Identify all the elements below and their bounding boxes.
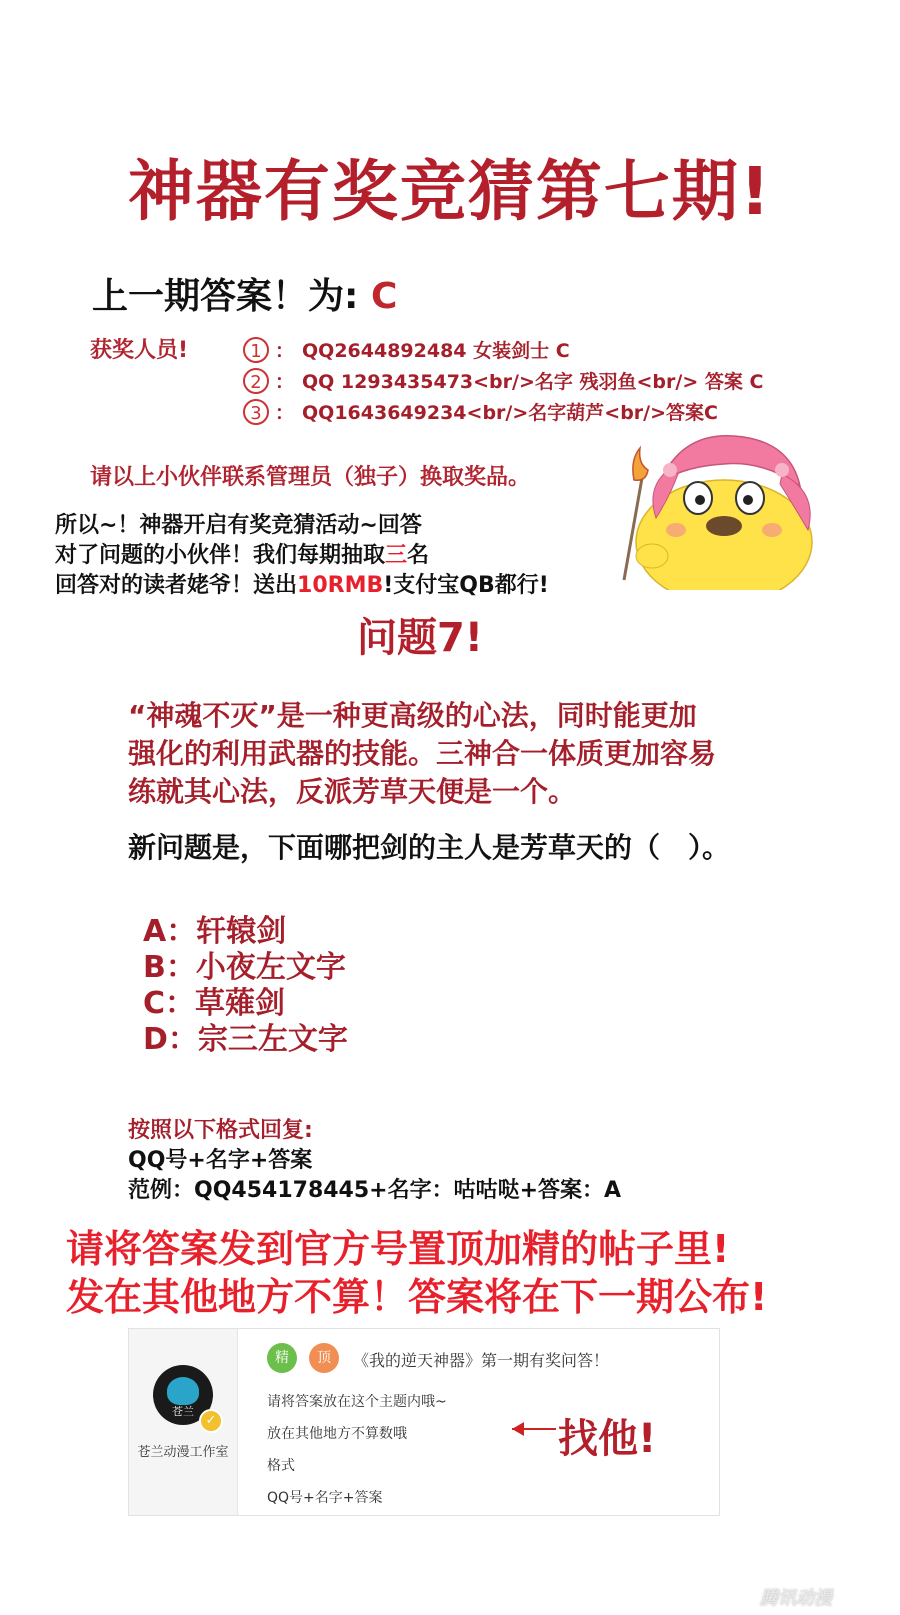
answer-option-a: A：轩辕剑 bbox=[143, 914, 287, 949]
find-him-label: 找他! bbox=[558, 1416, 657, 1462]
intro-text: 对了问题的小伙伴！我们每期抽取 bbox=[55, 543, 386, 568]
answer-option-b: B：小夜左文字 bbox=[143, 950, 346, 985]
author-name: 苍兰动漫工作室 bbox=[137, 1445, 229, 1460]
post-body-line: 请将答案放在这个主题内哦~ bbox=[267, 1394, 447, 1410]
post-title[interactable]: 《我的逆天神器》第一期有奖问答！ bbox=[353, 1351, 610, 1370]
winner-item: 3 ： QQ1643649234<br/>名字葫芦<br/>答案C bbox=[243, 398, 718, 425]
winner-text: QQ 1293435473<br/>名字 残羽鱼<br/> 答案 C bbox=[302, 371, 764, 393]
format-template: QQ号+名字+答案 bbox=[128, 1148, 313, 1173]
winners-label: 获奖人员! bbox=[90, 338, 189, 363]
format-example: 范例：QQ454178445+名字：咕咕哒+答案：A bbox=[128, 1178, 622, 1203]
intro-text: 回答对的读者姥爷！送出 bbox=[55, 573, 298, 598]
intro-text: 名 bbox=[407, 543, 430, 568]
watermark-logo: 腾讯动漫 bbox=[760, 1588, 832, 1609]
winner-number: 1 bbox=[243, 337, 269, 363]
winner-text: QQ1643649234<br/>名字葫芦<br/>答案C bbox=[302, 402, 718, 424]
previous-answer-label: 上一期答案！为: bbox=[92, 276, 359, 317]
new-question: 新问题是，下面哪把剑的主人是芳草天的（ ）。 bbox=[128, 831, 731, 864]
post-body-line: QQ号+名字+答案 bbox=[267, 1490, 383, 1506]
verified-icon: ✓ bbox=[199, 1409, 223, 1433]
arrow-shaft bbox=[512, 1428, 556, 1430]
post-body-line: 放在其他地方不算数哦 bbox=[267, 1426, 407, 1442]
page-title: 神器有奖竞猜第七期! bbox=[127, 153, 773, 230]
post-body-line: 格式 bbox=[267, 1458, 295, 1474]
previous-answer-value: C bbox=[370, 276, 398, 317]
avatar-text: 苍兰 bbox=[172, 1405, 194, 1418]
intro-highlight: 三 bbox=[385, 543, 408, 568]
intro-line bbox=[55, 568, 549, 599]
avatar-logo-icon bbox=[167, 1377, 199, 1405]
format-label: 按照以下格式回复: bbox=[128, 1118, 313, 1143]
question-description-line: “神魂不灭”是一种更高级的心法，同时能更加 bbox=[128, 699, 697, 732]
answer-option-d: D：宗三左文字 bbox=[143, 1022, 348, 1057]
author-panel bbox=[129, 1329, 238, 1515]
intro-text: !支付宝QB都行! bbox=[383, 573, 549, 598]
previous-answer bbox=[92, 268, 397, 319]
pinned-badge: 顶 bbox=[309, 1343, 339, 1373]
winner-item: 2 ： QQ 1293435473<br/>名字 残羽鱼<br/> 答案 C bbox=[243, 367, 763, 394]
featured-badge: 精 bbox=[267, 1343, 297, 1373]
intro-line: 所以~！神器开启有奖竞猜活动~回答 bbox=[55, 513, 422, 538]
winner-number: 2 bbox=[243, 368, 269, 394]
question-description-line: 练就其心法，反派芳草天便是一个。 bbox=[128, 775, 577, 808]
notice-line: 发在其他地方不算！答案将在下一期公布! bbox=[66, 1275, 768, 1319]
winner-text: QQ2644892484 女装剑士 C bbox=[302, 340, 570, 362]
question-title: 问题7! bbox=[356, 615, 484, 661]
intro-highlight: 10RMB bbox=[297, 573, 384, 598]
notice-line: 请将答案发到官方号置顶加精的帖子里! bbox=[66, 1227, 730, 1271]
winner-item: 1 ： QQ2644892484 女装剑士 C bbox=[243, 336, 570, 363]
contact-notice: 请以上小伙伴联系管理员（独子）换取奖品。 bbox=[90, 465, 531, 490]
question-description-line: 强化的利用武器的技能。三神合一体质更加容易 bbox=[128, 737, 717, 770]
duck-mascot-illustration bbox=[612, 430, 824, 590]
winner-number: 3 bbox=[243, 399, 269, 425]
answer-option-c: C：草薙剑 bbox=[143, 986, 286, 1021]
intro-line bbox=[55, 538, 429, 569]
